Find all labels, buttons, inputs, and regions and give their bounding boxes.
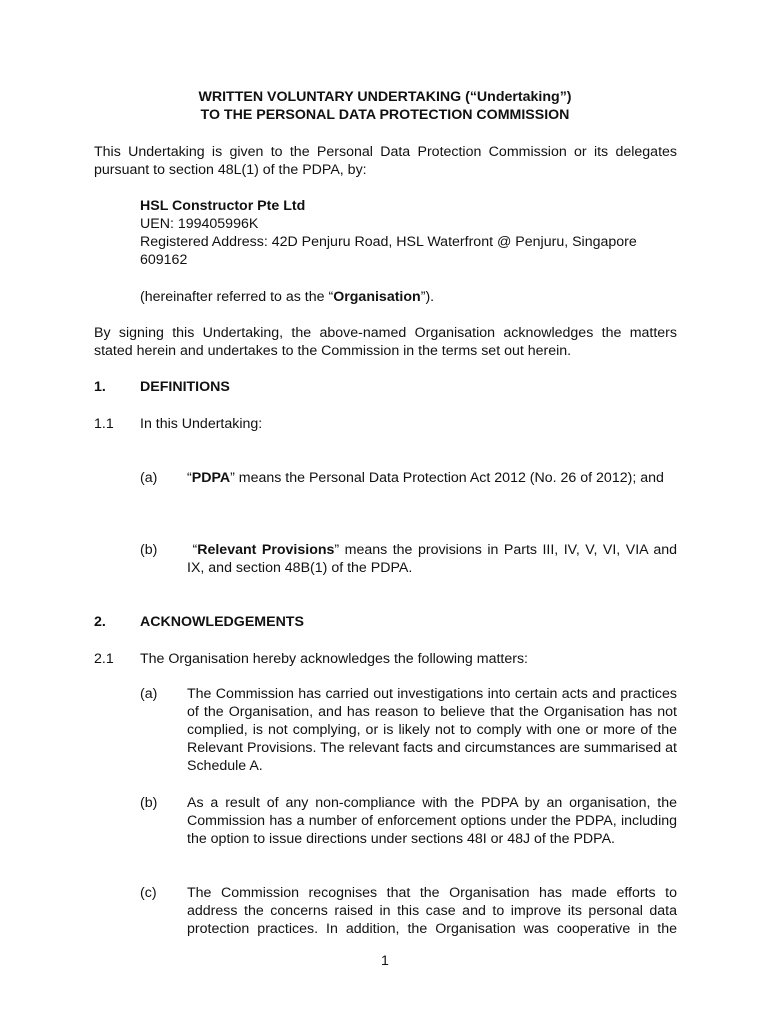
definition-b-rest: ” means the provisions in Parts III, IV, V, VI, VIA and IX, and section 48B(1) of the PDPA. xyxy=(187,542,681,576)
definition-b-term: Relevant Provisions xyxy=(197,542,335,558)
organisation-block xyxy=(140,197,677,269)
acknowledgement-c-label: (c) xyxy=(140,885,157,901)
clause-1-1-number: 1.1 xyxy=(94,416,114,432)
clause-1-1-text: In this Undertaking: xyxy=(140,416,263,432)
section1-heading: DEFINITIONS xyxy=(140,379,230,395)
acknowledgement-c-text: The Commission recognises that the Organisation has made efforts to address the concerns raised in this case and to improve its personal data protection practices. In addition, the Organisation was cooperative in the xyxy=(187,885,677,937)
quote-open: “ xyxy=(187,542,198,558)
definition-b-label: (b) xyxy=(140,542,158,558)
signing-paragraph: By signing this Undertaking, the above-named Organisation acknowledges the matters stated herein and undertakes to the Commission in the terms set out herein. xyxy=(94,325,677,359)
organisation-name: HSL Constructor Pte Ltd xyxy=(140,198,306,214)
section2-heading: ACKNOWLEDGEMENTS xyxy=(140,614,304,630)
section2-number: 2. xyxy=(94,614,106,630)
page-number: 1 xyxy=(381,953,389,969)
document-title-line2: TO THE PERSONAL DATA PROTECTION COMMISSION xyxy=(200,107,570,123)
clause-2-1-number: 2.1 xyxy=(94,651,114,667)
referred-prefix: (hereinafter referred to as the “ xyxy=(140,289,334,305)
acknowledgement-b-label: (b) xyxy=(140,795,158,811)
organisation-uen: UEN: 199405996K xyxy=(140,216,259,232)
referred-as-line xyxy=(140,288,677,306)
document-title-line1: WRITTEN VOLUNTARY UNDERTAKING (“Undertaking”) xyxy=(198,89,572,105)
clause-2-1-text: The Organisation hereby acknowledges the following matters: xyxy=(140,651,529,667)
organisation-address: Registered Address: 42D Penjuru Road, HSL Waterfront @ Penjuru, Singapore 609162 xyxy=(140,234,637,268)
quote-open: “ xyxy=(187,470,192,486)
acknowledgement-b-text: As a result of any non-compliance with the PDPA by an organisation, the Commission has a number of enforcement options under the PDPA, including the option to issue directions under sections 48I or 48J of the PDPA. xyxy=(187,795,677,847)
acknowledgement-a-text: The Commission has carried out investigations into certain acts and practices of the Organisation, and has reason to believe that the Organisation has not complied, is not complying, or is likely not to comply with one or more of the Relevant Provisions. The relevant facts and circumstances are summarised at Schedule A. xyxy=(187,686,677,774)
referred-term: Organisation xyxy=(333,289,421,305)
definition-a-rest: ” means the Personal Data Protection Act 2012 (No. 26 of 2012); and xyxy=(230,470,664,486)
definition-a-term: PDPA xyxy=(191,470,231,486)
definition-a-text xyxy=(187,469,677,487)
definition-a-label: (a) xyxy=(140,470,158,486)
acknowledgement-a-label: (a) xyxy=(140,686,158,702)
referred-suffix: ”). xyxy=(420,289,435,305)
definition-b-text xyxy=(187,541,681,577)
section1-number: 1. xyxy=(94,379,106,395)
intro-paragraph: This Undertaking is given to the Personal Data Protection Commission or its delegates pursuant to section 48L(1) of the PDPA, by: xyxy=(94,144,677,178)
